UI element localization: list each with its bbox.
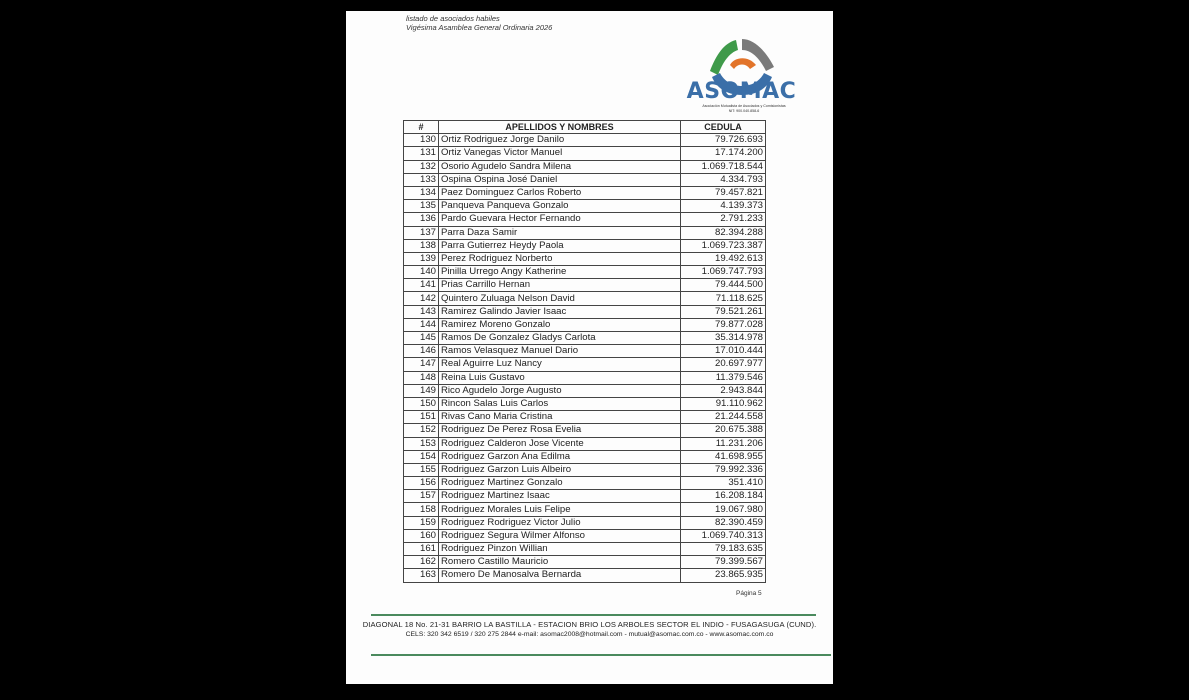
row-number: 137 xyxy=(404,226,439,239)
member-cedula: 351.410 xyxy=(681,477,766,490)
member-cedula: 20.675.388 xyxy=(681,424,766,437)
table-row xyxy=(404,371,766,384)
member-cedula: 79.992.336 xyxy=(681,463,766,476)
member-cedula: 79.399.567 xyxy=(681,556,766,569)
member-name: Parra Gutierrez Heydy Paola xyxy=(439,239,681,252)
row-number: 140 xyxy=(404,266,439,279)
member-name: Ramirez Moreno Gonzalo xyxy=(439,318,681,331)
member-name: Rivas Cano Maria Cristina xyxy=(439,411,681,424)
member-name: Rodriguez Morales Luis Felipe xyxy=(439,503,681,516)
member-name: Ramos Velasquez Manuel Dario xyxy=(439,345,681,358)
row-number: 156 xyxy=(404,477,439,490)
member-cedula: 17.174.200 xyxy=(681,147,766,160)
footer-bottom-divider xyxy=(371,654,831,656)
column-header-names: APELLIDOS Y NOMBRES xyxy=(439,121,681,134)
logo-nit: NIT: 900.040.858-6 xyxy=(728,108,760,113)
column-header-number: # xyxy=(404,121,439,134)
member-cedula: 79.877.028 xyxy=(681,318,766,331)
member-name: Romero De Manosalva Bernarda xyxy=(439,569,681,582)
table-row xyxy=(404,186,766,199)
member-cedula: 1.069.723.387 xyxy=(681,239,766,252)
member-cedula: 79.183.635 xyxy=(681,543,766,556)
member-name: Perez Rodriguez Norberto xyxy=(439,252,681,265)
member-cedula: 1.069.718.544 xyxy=(681,160,766,173)
member-name: Paez Dominguez Carlos Roberto xyxy=(439,186,681,199)
member-name: Rodriguez Martinez Isaac xyxy=(439,490,681,503)
table-row xyxy=(404,490,766,503)
row-number: 130 xyxy=(404,134,439,147)
member-cedula: 71.118.625 xyxy=(681,292,766,305)
row-number: 132 xyxy=(404,160,439,173)
table-row xyxy=(404,397,766,410)
member-name: Rodriguez Rodriguez Victor Julio xyxy=(439,516,681,529)
table-row xyxy=(404,556,766,569)
row-number: 142 xyxy=(404,292,439,305)
table-row xyxy=(404,477,766,490)
table-row xyxy=(404,305,766,318)
member-name: Rodriguez Calderon Jose Vicente xyxy=(439,437,681,450)
table-row xyxy=(404,358,766,371)
table-row xyxy=(404,160,766,173)
row-number: 160 xyxy=(404,529,439,542)
member-name: Quintero Zuluaga Nelson David xyxy=(439,292,681,305)
member-cedula: 19.492.613 xyxy=(681,252,766,265)
column-header-cedula: CEDULA xyxy=(681,121,766,134)
member-name: Rodriguez Segura Wilmer Alfonso xyxy=(439,529,681,542)
row-number: 131 xyxy=(404,147,439,160)
table-row xyxy=(404,543,766,556)
logo-tagline-text: Asociación Mutualista de Asociados y Comisionistas xyxy=(702,104,786,108)
row-number: 148 xyxy=(404,371,439,384)
table-row xyxy=(404,332,766,345)
member-cedula: 11.231.206 xyxy=(681,437,766,450)
member-name: Rodriguez Garzon Ana Edilma xyxy=(439,450,681,463)
row-number: 158 xyxy=(404,503,439,516)
member-cedula: 17.010.444 xyxy=(681,345,766,358)
member-cedula: 20.697.977 xyxy=(681,358,766,371)
header-line-2: Vigésima Asamblea General Ordinaria 2026 xyxy=(406,23,553,32)
row-number: 145 xyxy=(404,332,439,345)
member-cedula: 82.394.288 xyxy=(681,226,766,239)
table-row xyxy=(404,318,766,331)
table-row xyxy=(404,213,766,226)
table-row xyxy=(404,266,766,279)
row-number: 151 xyxy=(404,411,439,424)
table-row xyxy=(404,529,766,542)
member-cedula: 2.791.233 xyxy=(681,213,766,226)
member-name: Ortiz Rodriguez Jorge Danilo xyxy=(439,134,681,147)
row-number: 138 xyxy=(404,239,439,252)
row-number: 144 xyxy=(404,318,439,331)
row-number: 153 xyxy=(404,437,439,450)
member-name: Ospina Ospina José Daniel xyxy=(439,173,681,186)
table-row xyxy=(404,450,766,463)
row-number: 136 xyxy=(404,213,439,226)
member-name: Panqueva Panqueva Gonzalo xyxy=(439,200,681,213)
member-name: Pardo Guevara Hector Fernando xyxy=(439,213,681,226)
table-row xyxy=(404,411,766,424)
row-number: 133 xyxy=(404,173,439,186)
row-number: 134 xyxy=(404,186,439,199)
table-row xyxy=(404,279,766,292)
table-row xyxy=(404,239,766,252)
member-name: Ramos De Gonzalez Gladys Carlota xyxy=(439,332,681,345)
member-name: Real Aguirre Luz Nancy xyxy=(439,358,681,371)
document-header xyxy=(406,14,552,32)
member-name: Pinilla Urrego Angy Katherine xyxy=(439,266,681,279)
member-cedula: 4.139.373 xyxy=(681,200,766,213)
table-row xyxy=(404,437,766,450)
member-cedula: 82.390.459 xyxy=(681,516,766,529)
member-cedula: 41.698.955 xyxy=(681,450,766,463)
logo-wordmark: ASOMAC xyxy=(686,79,797,104)
footer-contact: CELS: 320 342 6519 / 320 275 2844 e-mail: asomac2008@hotmail.com - mutual@asomac.com.co - www.asomac.com.co xyxy=(405,631,774,638)
row-number: 135 xyxy=(404,200,439,213)
member-name: Rodriguez Garzon Luis Albeiro xyxy=(439,463,681,476)
member-name: Parra Daza Samir xyxy=(439,226,681,239)
member-name: Reina Luis Gustavo xyxy=(439,371,681,384)
table-row xyxy=(404,463,766,476)
row-number: 146 xyxy=(404,345,439,358)
member-cedula: 79.444.500 xyxy=(681,279,766,292)
member-cedula: 79.457.821 xyxy=(681,186,766,199)
footer-address: DIAGONAL 18 No. 21-31 BARRIO LA BASTILLA - ESTACION BRIO LOS ARBOLES SECTOR EL INDIO - FUSAGASUGA (CUND). xyxy=(362,620,817,629)
row-number: 163 xyxy=(404,569,439,582)
header-line-1: listado de asociados habiles xyxy=(406,14,500,23)
member-cedula: 19.067.980 xyxy=(681,503,766,516)
table-row xyxy=(404,292,766,305)
member-cedula: 1.069.747.793 xyxy=(681,266,766,279)
member-cedula: 23.865.935 xyxy=(681,569,766,582)
row-number: 154 xyxy=(404,450,439,463)
member-name: Rico Agudelo Jorge Augusto xyxy=(439,384,681,397)
member-name: Prias Carrillo Hernan xyxy=(439,279,681,292)
member-cedula: 35.314.978 xyxy=(681,332,766,345)
row-number: 150 xyxy=(404,397,439,410)
footer-divider xyxy=(371,614,816,616)
row-number: 141 xyxy=(404,279,439,292)
member-cedula: 16.208.184 xyxy=(681,490,766,503)
member-name: Romero Castillo Mauricio xyxy=(439,556,681,569)
member-name: Rodriguez Martinez Gonzalo xyxy=(439,477,681,490)
page-number: Página 5 xyxy=(736,590,762,597)
member-name: Rincon Salas Luis Carlos xyxy=(439,397,681,410)
members-table xyxy=(403,120,766,583)
row-number: 155 xyxy=(404,463,439,476)
row-number: 152 xyxy=(404,424,439,437)
document-page xyxy=(346,11,833,684)
row-number: 162 xyxy=(404,556,439,569)
row-number: 147 xyxy=(404,358,439,371)
table-row xyxy=(404,147,766,160)
table-row xyxy=(404,134,766,147)
member-cedula: 1.069.740.313 xyxy=(681,529,766,542)
member-cedula: 4.334.793 xyxy=(681,173,766,186)
table-row xyxy=(404,424,766,437)
logo-tagline xyxy=(693,104,795,113)
member-cedula: 21.244.558 xyxy=(681,411,766,424)
table-row xyxy=(404,252,766,265)
row-number: 161 xyxy=(404,543,439,556)
table-row xyxy=(404,516,766,529)
member-cedula: 11.379.546 xyxy=(681,371,766,384)
row-number: 143 xyxy=(404,305,439,318)
row-number: 139 xyxy=(404,252,439,265)
table-row xyxy=(404,173,766,186)
member-name: Ramirez Galindo Javier Isaac xyxy=(439,305,681,318)
table-row xyxy=(404,345,766,358)
member-cedula: 79.726.693 xyxy=(681,134,766,147)
table-row xyxy=(404,226,766,239)
member-name: Ortiz Vanegas Victor Manuel xyxy=(439,147,681,160)
row-number: 149 xyxy=(404,384,439,397)
member-cedula: 79.521.261 xyxy=(681,305,766,318)
member-cedula: 2.943.844 xyxy=(681,384,766,397)
member-cedula: 91.110.962 xyxy=(681,397,766,410)
table-row xyxy=(404,503,766,516)
table-row xyxy=(404,200,766,213)
row-number: 157 xyxy=(404,490,439,503)
member-name: Rodriguez Pinzon Willian xyxy=(439,543,681,556)
table-row xyxy=(404,569,766,582)
member-name: Osorio Agudelo Sandra Milena xyxy=(439,160,681,173)
member-name: Rodriguez De Perez Rosa Evelia xyxy=(439,424,681,437)
table-row xyxy=(404,384,766,397)
table-header-row xyxy=(404,121,766,134)
row-number: 159 xyxy=(404,516,439,529)
